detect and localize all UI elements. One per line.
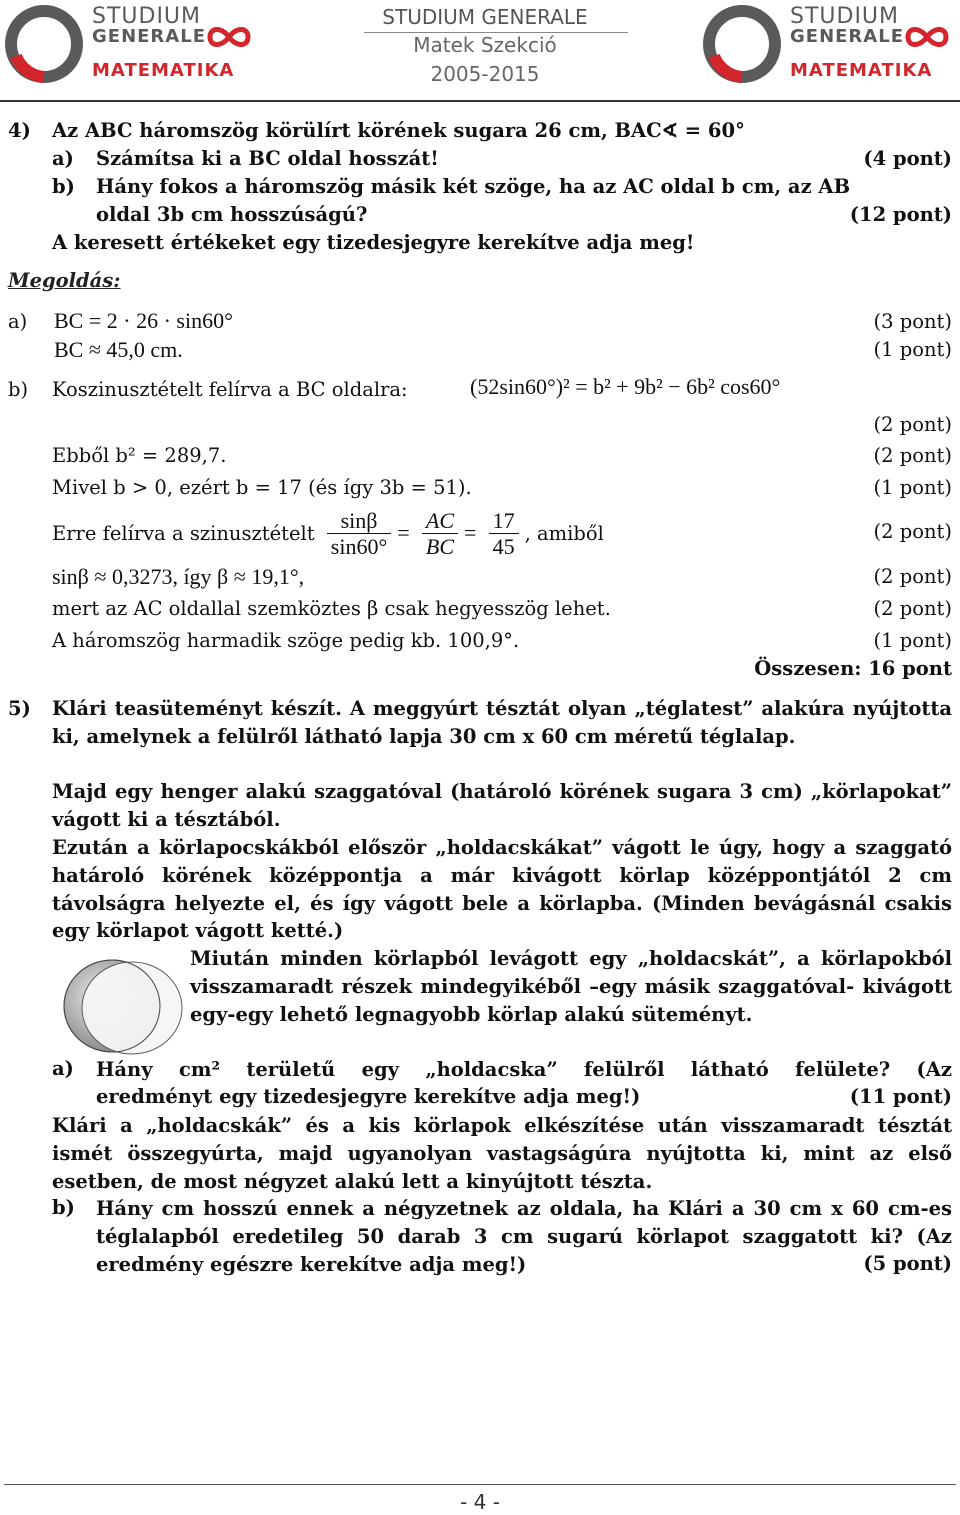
logo-text-generale: GENERALE	[92, 26, 206, 47]
logo-text-matematika: MATEMATIKA	[92, 60, 235, 81]
fraction-numerator: 17	[489, 509, 519, 534]
task5-paragraph4: Miután minden körlapból levágott egy „holdacskát”, a körlapokból visszamaradt részek mindegyikéből –egy másik szaggatóval- kivágott egy-egy lehető legnagyobb körlap alakú süteményt.	[190, 947, 952, 1026]
fraction-17-45	[489, 509, 519, 560]
fraction-denominator: BC	[425, 534, 455, 559]
solution-b-line1-text: Koszinusztételt felírva a BC oldalra:	[52, 378, 408, 401]
task5-b-points: (5 pont)	[863, 1252, 952, 1275]
task4-round-note: A keresett értékeket egy tizedesjegyre kerekítve adja meg!	[52, 231, 695, 254]
logo-right	[698, 0, 958, 100]
task5-a-text1: Hány cm² területű egy „holdacska” felülről látható felülete? (Az	[96, 1058, 952, 1081]
solution-b-line1-points: (2 pont)	[873, 413, 952, 436]
header-years: 2005-2015	[430, 62, 540, 86]
solution-b-line3: Mivel b > 0, ezért b = 17 (és így 3b = 51).	[52, 476, 472, 499]
fraction-ac-bc	[422, 509, 458, 560]
fraction-denominator: 45	[492, 534, 515, 559]
task4-b-label: b)	[52, 175, 75, 198]
task5-b-label: b)	[52, 1196, 75, 1219]
logo-text-generale: GENERALE	[790, 26, 904, 47]
sine-law-intro: Erre felírva a szinusztételt	[52, 522, 315, 545]
task5-a-points: (11 pont)	[849, 1085, 952, 1108]
solution-a-label: a)	[8, 310, 28, 333]
header-title-block	[340, 4, 630, 88]
task4-b-text2: oldal 3b cm hosszúságú?	[96, 203, 368, 226]
solution-a-eq1-points: (3 pont)	[873, 310, 952, 333]
solution-b-line1-eq: (52sin60°)² = b² + 9b² − 6b² cos60°	[470, 374, 781, 399]
fraction-numerator: sinβ	[327, 509, 391, 534]
solution-b-line4: Erre felírva a szinusztételt $\frac{\sin\beta}{\sin 60^\circ}$ = $\frac{AC}{BC}$ = $\frac{17}{45}$ , amiből	[52, 508, 604, 559]
task5-a-label: a)	[52, 1057, 74, 1080]
logo-text-studium: STUDIUM	[92, 4, 202, 29]
solution-a-eq2-points: (1 pont)	[873, 338, 952, 361]
solution-heading: Megoldás:	[8, 269, 121, 292]
page-number: - 4 -	[460, 1490, 500, 1514]
task5-b-text: Hány cm hosszú ennek a négyzetnek az oldala, ha Klári a 30 cm x 60 cm-es téglalapból eredetileg 50 darab 3 cm sugarú körlapot szaggatott ki? (Az eredmény egészre kerekítve adja meg!)	[96, 1197, 952, 1276]
task4-a-points: (4 pont)	[863, 147, 952, 170]
infinity-icon	[206, 24, 252, 50]
solution-b-line7: A háromszög harmadik szöge pedig kb. 100,9°.	[52, 629, 520, 652]
fraction-denominator: sin60°	[330, 534, 388, 559]
task4-a-text: Számítsa ki a BC oldal hosszát!	[96, 147, 439, 170]
sine-law-suffix: , amiből	[524, 522, 604, 545]
task5-a-text2: eredményt egy tizedesjegyre kerekítve adja meg!)	[96, 1085, 641, 1108]
header-divider	[364, 32, 628, 33]
footer-rule	[4, 1484, 956, 1485]
solution-b-line2-points: (2 pont)	[873, 444, 952, 467]
task5-paragraph3: Ezután a körlapocskákból először „holdacskákat” vágott le úgy, hogy a szaggató határoló körének középpontja a már kivágott körlap középpontjától 2 cm távolságra helyezte el, és így vágott bele a körlapba. (Minden bevágásnál csakis egy körlapot vágott ketté.)	[52, 836, 952, 943]
solution-b-line3-points: (1 pont)	[873, 476, 952, 499]
solution-b-line7-points: (1 pont)	[873, 629, 952, 652]
logo-ring-icon	[702, 4, 782, 84]
task4-a-label: a)	[52, 147, 74, 170]
task5-paragraph5: Klári a „holdacskák” és a kis körlapok elkészítése után visszamaradt tésztát ismét összegyúrta, majd ugyanolyan vastagságúra nyújtotta ki, mint az első esetben, de most négyzet alakú lett a kinyújtott tészta.	[52, 1114, 952, 1193]
solution-b-line5: sinβ ≈ 0,3273, így β ≈ 19,1°,	[52, 564, 305, 589]
header-subtitle: Matek Szekció	[413, 33, 557, 57]
header-bottom-rule	[0, 100, 960, 102]
fraction-numerator: AC	[422, 509, 458, 534]
task4-b-text1: Hány fokos a háromszög másik két szöge, ha az AC oldal b cm, az AB	[96, 175, 851, 198]
logo-left	[0, 0, 260, 100]
task4-number: 4)	[8, 119, 31, 142]
solution-a-eq1: BC = 2 · 26 · sin60°	[54, 308, 233, 333]
task5-paragraph2: Majd egy henger alakú szaggatóval (határoló körének sugara 3 cm) „körlapokat” vágott ki a tésztából.	[52, 780, 952, 831]
solution-total: Összesen: 16 pont	[754, 657, 952, 680]
solution-b-line2: Ebből b² = 289,7.	[52, 444, 227, 467]
solution-b-line6-points: (2 pont)	[873, 597, 952, 620]
task4-b-points: (12 pont)	[849, 203, 952, 226]
logo-text-studium: STUDIUM	[790, 4, 900, 29]
logo-ring-icon	[4, 4, 84, 84]
infinity-icon	[904, 24, 950, 50]
crescent-figure	[58, 956, 186, 1056]
task5-number: 5)	[8, 697, 31, 720]
solution-b-line4-points: (2 pont)	[873, 520, 952, 543]
fraction-sinb-sin60	[327, 509, 391, 560]
solution-b-label: b)	[8, 378, 29, 401]
solution-b-line5-points: (2 pont)	[873, 565, 952, 588]
logo-text-matematika: MATEMATIKA	[790, 60, 933, 81]
solution-a-eq2: BC ≈ 45,0 cm.	[54, 337, 183, 362]
task5-paragraph1: Klári teasüteményt készít. A meggyúrt tésztát olyan „téglatest” alakúra nyújtotta ki, amelynek a felülről látható lapja 30 cm x 60 cm méretű téglalap.	[52, 697, 952, 748]
header-title: STUDIUM GENERALE	[382, 5, 588, 29]
task4-intro: Az ABC háromszög körülírt körének sugara 26 cm, BAC∢ = 60°	[52, 119, 745, 142]
solution-b-line6: mert az AC oldallal szemköztes β csak hegyesszög lehet.	[52, 597, 611, 620]
